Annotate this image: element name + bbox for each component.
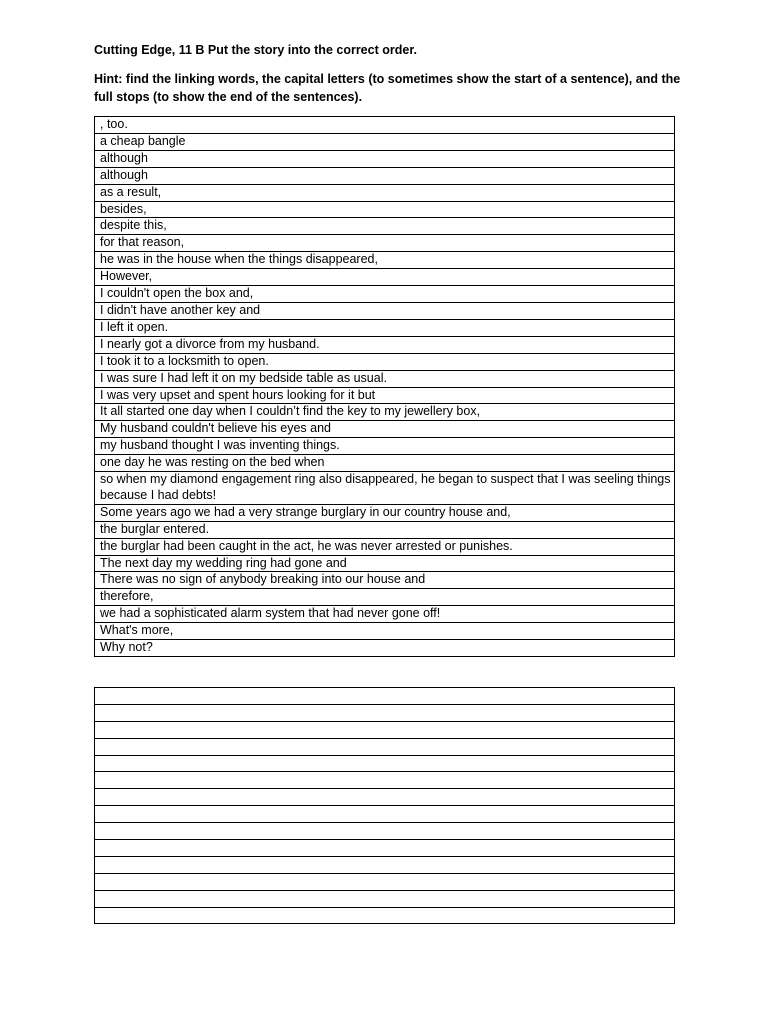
strip-row xyxy=(95,538,675,555)
answer-cell[interactable] xyxy=(95,806,675,823)
strip-row xyxy=(95,133,675,150)
strip-text: There was no sign of anybody breaking into our house and xyxy=(95,572,675,589)
strip-row xyxy=(95,302,675,319)
strip-text: Why not? xyxy=(95,640,675,657)
answer-row xyxy=(95,688,675,705)
answer-cell[interactable] xyxy=(95,772,675,789)
strip-row xyxy=(95,640,675,657)
strip-text: I didn't have another key and xyxy=(95,302,675,319)
worksheet-title: Cutting Edge, 11 B Put the story into the correct order. xyxy=(94,43,417,57)
answer-cell[interactable] xyxy=(95,721,675,738)
strip-row xyxy=(95,218,675,235)
strip-text: therefore, xyxy=(95,589,675,606)
strip-row xyxy=(95,269,675,286)
strip-row xyxy=(95,555,675,572)
story-strips-body xyxy=(95,117,675,657)
strip-text: I couldn't open the box and, xyxy=(95,286,675,303)
answer-cell[interactable] xyxy=(95,704,675,721)
strip-text: I nearly got a divorce from my husband. xyxy=(95,336,675,353)
answer-row xyxy=(95,755,675,772)
answer-cell[interactable] xyxy=(95,873,675,890)
strip-text: My husband couldn't believe his eyes and xyxy=(95,421,675,438)
strip-text: he was in the house when the things disappeared, xyxy=(95,252,675,269)
strip-text: a cheap bangle xyxy=(95,133,675,150)
strip-text: , too. xyxy=(95,117,675,134)
strip-row xyxy=(95,521,675,538)
answer-row xyxy=(95,823,675,840)
strip-text: besides, xyxy=(95,201,675,218)
strip-row xyxy=(95,201,675,218)
answer-row xyxy=(95,856,675,873)
strip-text: for that reason, xyxy=(95,235,675,252)
answer-cell[interactable] xyxy=(95,755,675,772)
strip-row xyxy=(95,286,675,303)
strip-text: although xyxy=(95,150,675,167)
strip-text: I was sure I had left it on my bedside table as usual. xyxy=(95,370,675,387)
strip-text: It all started one day when I couldn’t find the key to my jewellery box, xyxy=(95,404,675,421)
answer-cell[interactable] xyxy=(95,688,675,705)
strip-row xyxy=(95,235,675,252)
answer-table xyxy=(94,687,675,924)
answer-cell[interactable] xyxy=(95,856,675,873)
answer-row xyxy=(95,907,675,924)
strip-text: although xyxy=(95,167,675,184)
strip-row xyxy=(95,150,675,167)
strip-row xyxy=(95,167,675,184)
answer-cell[interactable] xyxy=(95,789,675,806)
strip-text: one day he was resting on the bed when xyxy=(95,455,675,472)
strip-text: the burglar had been caught in the act, he was never arrested or punishes. xyxy=(95,538,675,555)
strip-row xyxy=(95,455,675,472)
strip-text: my husband thought I was inventing things. xyxy=(95,438,675,455)
answer-row xyxy=(95,806,675,823)
worksheet-hint: Hint: find the linking words, the capital letters (to sometimes show the start of a sentence), and the full stops (to show the end of the sentences). xyxy=(94,72,681,104)
answer-row xyxy=(95,738,675,755)
answer-row xyxy=(95,890,675,907)
strip-row xyxy=(95,353,675,370)
strip-text: the burglar entered. xyxy=(95,521,675,538)
strip-text: I took it to a locksmith to open. xyxy=(95,353,675,370)
strip-text: I left it open. xyxy=(95,319,675,336)
answer-cell[interactable] xyxy=(95,738,675,755)
strip-row xyxy=(95,370,675,387)
answer-row xyxy=(95,721,675,738)
answer-row xyxy=(95,789,675,806)
answer-cell[interactable] xyxy=(95,907,675,924)
strip-text: as a result, xyxy=(95,184,675,201)
answer-row xyxy=(95,704,675,721)
strip-row xyxy=(95,606,675,623)
strip-text: so when my diamond engagement ring also disappeared, he began to suspect that I was seeling things because I had debts! xyxy=(95,472,675,505)
strip-text: What's more, xyxy=(95,623,675,640)
answer-row xyxy=(95,772,675,789)
strip-text: The next day my wedding ring had gone and xyxy=(95,555,675,572)
strip-row xyxy=(95,623,675,640)
strip-row xyxy=(95,319,675,336)
strip-text: However, xyxy=(95,269,675,286)
strip-row xyxy=(95,438,675,455)
strip-row xyxy=(95,421,675,438)
strip-text: I was very upset and spent hours looking for it but xyxy=(95,387,675,404)
strip-row xyxy=(95,572,675,589)
strip-row xyxy=(95,336,675,353)
strip-row xyxy=(95,472,675,505)
strip-text: we had a sophisticated alarm system that had never gone off! xyxy=(95,606,675,623)
answer-cell[interactable] xyxy=(95,890,675,907)
strip-row xyxy=(95,589,675,606)
answer-table-body xyxy=(95,688,675,924)
answer-row xyxy=(95,840,675,857)
strip-row xyxy=(95,504,675,521)
story-strips-table xyxy=(94,116,675,657)
strip-row xyxy=(95,252,675,269)
strip-row xyxy=(95,404,675,421)
strip-row xyxy=(95,117,675,134)
strip-row xyxy=(95,387,675,404)
answer-row xyxy=(95,873,675,890)
strip-text: despite this, xyxy=(95,218,675,235)
strip-row xyxy=(95,184,675,201)
strip-text: Some years ago we had a very strange burglary in our country house and, xyxy=(95,504,675,521)
answer-cell[interactable] xyxy=(95,823,675,840)
answer-cell[interactable] xyxy=(95,840,675,857)
